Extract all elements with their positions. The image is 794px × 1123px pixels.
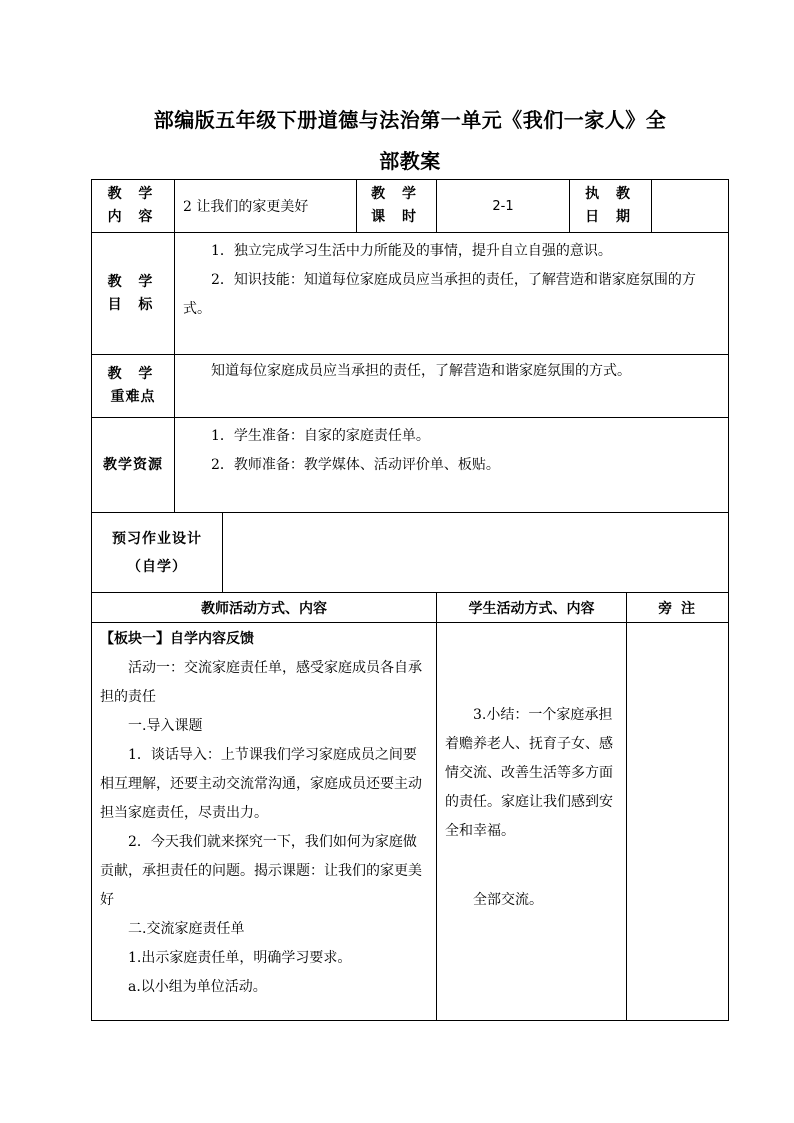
resources-content bbox=[175, 418, 729, 513]
preview-label: 预习作业设计 （自学） bbox=[92, 513, 223, 593]
resources-label: 教学资源 bbox=[92, 418, 175, 513]
notes-header: 旁 注 bbox=[627, 593, 729, 623]
row-activities bbox=[92, 623, 729, 1021]
document-title-line-1: 部编版五年级下册道德与法治第一单元《我们一家人》全 bbox=[153, 108, 667, 132]
teacher-line: 活动一：交流家庭责任单，感受家庭成员各自承担的责任 bbox=[100, 660, 422, 705]
teacher-line: 二.交流家庭责任单 bbox=[128, 921, 245, 937]
date-label: 执 教 日 期 bbox=[570, 180, 652, 233]
row-resources bbox=[92, 418, 729, 513]
teacher-line: 2．今天我们就来探究一下，我们如何为家庭做贡献，承担责任的问题。揭示课题：让我们的家更美好 bbox=[100, 834, 422, 908]
goal-item: 1．独立完成学习生活中力所能及的事情，提升自立自强的意识。 bbox=[211, 243, 612, 259]
student-activity-header: 学生活动方式、内容 bbox=[437, 593, 627, 623]
preview-value bbox=[223, 513, 729, 593]
teacher-line: 1.出示家庭责任单，明确学习要求。 bbox=[128, 950, 352, 966]
document-title-line-2: 部教案 bbox=[379, 149, 441, 173]
notes-content bbox=[627, 623, 729, 1021]
row-content-hours-date bbox=[92, 180, 729, 233]
goals-label: 教 学 目 标 bbox=[92, 233, 175, 355]
student-exchange: 全部交流。 bbox=[473, 892, 544, 908]
content-value: 2 让我们的家更美好 bbox=[175, 180, 357, 233]
teacher-activity-content bbox=[92, 623, 437, 1021]
block-title: 【板块一】自学内容反馈 bbox=[100, 631, 254, 647]
teacher-line: a.以小组为单位活动。 bbox=[128, 979, 267, 995]
key-points-label: 教 学 重难点 bbox=[92, 355, 175, 418]
hours-label: 教 学 课 时 bbox=[357, 180, 437, 233]
row-key-points bbox=[92, 355, 729, 418]
teacher-line: 1．谈话导入：上节课我们学习家庭成员之间要相互理解，还要主动交流常沟通，家庭成员还要主动担当家庭责任，尽责出力。 bbox=[100, 747, 422, 821]
teacher-activity-header: 教师活动方式、内容 bbox=[92, 593, 437, 623]
lesson-plan-table bbox=[91, 179, 729, 1021]
goals-content bbox=[175, 233, 729, 355]
date-value bbox=[652, 180, 729, 233]
key-points-content bbox=[175, 355, 729, 418]
row-preview bbox=[92, 513, 729, 593]
resource-item: 1．学生准备：自家的家庭责任单。 bbox=[211, 428, 430, 444]
goal-item: 2．知识技能：知道每位家庭成员应当承担的责任，了解营造和谐家庭氛围的方式。 bbox=[183, 272, 696, 317]
student-activity-content bbox=[437, 623, 627, 1021]
row-activity-headers bbox=[92, 593, 729, 623]
row-goals bbox=[92, 233, 729, 355]
teacher-line: 一.导入课题 bbox=[128, 718, 203, 734]
key-points-text: 知道每位家庭成员应当承担的责任，了解营造和谐家庭氛围的方式。 bbox=[211, 363, 631, 379]
resource-item: 2．教师准备：教学媒体、活动评价单、板贴。 bbox=[211, 457, 500, 473]
student-summary: 3.小结：一个家庭承担着赡养老人、抚育子女、感情交流、改善生活等多方面的责任。家庭让我们感到安全和幸福。 bbox=[445, 707, 614, 839]
hours-value: 2-1 bbox=[437, 180, 570, 233]
content-label: 教 学 内 容 bbox=[92, 180, 175, 233]
